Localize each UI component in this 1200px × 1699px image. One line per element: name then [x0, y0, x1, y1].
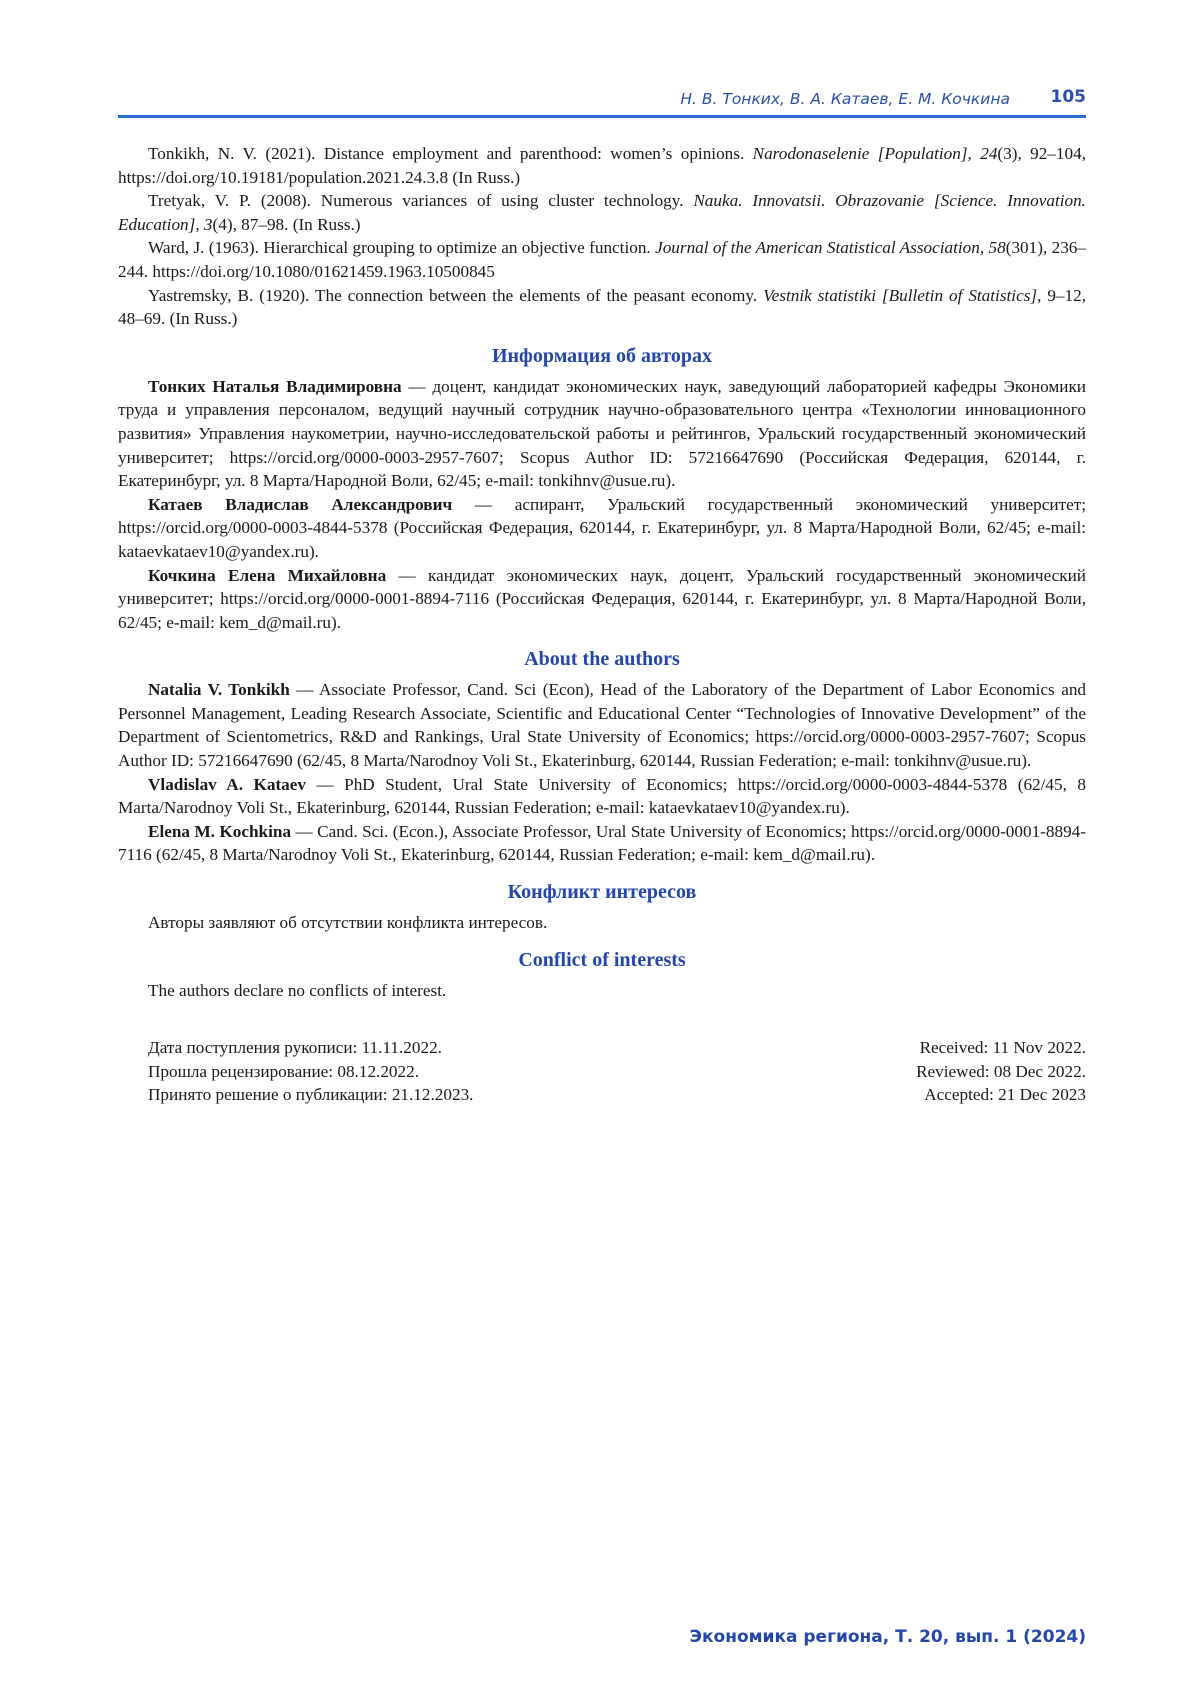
author-info-ru: Катаев Владислав Александрович — аспирант, Уральский государственный экономический университет; https://orcid.org/0000-0003-4844-5378 (Российская Федерация, 620144, г. Екатеринбург, ул. 8 Марта/Народной Воли, 62/45; e-mail: kataevkataev10@yandex.ru). [118, 494, 1086, 561]
conflict-text-en: The authors declare no conflicts of interest. [148, 980, 447, 1000]
dates-en [916, 1036, 1086, 1107]
date-accepted-en: Accepted: 21 Dec 2023 [924, 1085, 1086, 1105]
running-head: Н. В. Тонких, В. А. Катаев, Е. М. Кочкина [680, 90, 1010, 108]
section-heading-ru-authors: Информация об авторах [491, 344, 713, 367]
section-heading-en-authors: About the authors [524, 648, 680, 671]
references-list [118, 142, 1086, 331]
dates-ru [148, 1036, 473, 1107]
page-header [118, 84, 1086, 118]
reference-item: Yastremsky, B. (1920). The connection between the elements of the peasant economy. Vestnik statistiki [Bulletin of Statistics], 9–12, 48–69. (In Russ.) [118, 285, 1087, 329]
conflict-text-ru: Авторы заявляют об отсутствии конфликта интересов. [148, 913, 548, 933]
date-reviewed-en: Reviewed: 08 Dec 2022. [916, 1061, 1086, 1081]
date-received-ru: Дата поступления рукописи: 11.11.2022. [148, 1038, 442, 1058]
section-heading-ru-conflict: Конфликт интересов [507, 881, 697, 904]
section-heading-en-conflict: Conflict of interests [518, 948, 686, 971]
header-rule [118, 115, 1086, 118]
author-info-ru: Кочкина Елена Михайловна — кандидат экономических наук, доцент, Уральский государственный экономический университет; https://orcid.org/0000-0001-8894-7116 (Российская Федерация, 620144, г. Екатеринбург, ул. 8 Марта/Народной Воли, 62/45; e-mail: kem_d@mail.ru). [118, 565, 1086, 632]
reference-item: Tretyak, V. P. (2008). Numerous variances of using cluster technology. Nauka. Innovatsii. Obrazovanie [Science. Innovation. Education], 3(4), 87–98. (In Russ.) [118, 191, 1086, 234]
page-content [118, 142, 1086, 1107]
author-info-ru: Тонких Наталья Владимировна — доцент, кандидат экономических наук, заведующий лабораторией кафедры Экономики труда и управления персоналом, ведущий научный сотрудник научно-образовательного центра «Технологии инновационного развития» Управления наукометрии, научно-исследовательской работы и рейтингов, Уральский государственный экономический университет; https://orcid.org/0000-0003-2957-7607; Scopus Author ID: 57216647690 (Российская Федерация, 620144, г. Екатеринбург, ул. 8 Марта/Народной Воли, 62/45; e-mail: tonkihnv@usue.ru). [118, 376, 1086, 491]
author-info-en: Vladislav A. Kataev — PhD Student, Ural State University of Economics; https://orcid.org/0000-0003-4844-5378 (62/45, 8 Marta/Narodnoy Voli St., Ekaterinburg, 620144, Russian Federation; e-mail: kataevkataev10@yandex.ru). [118, 774, 1086, 818]
author-info-en: Elena M. Kochkina — Cand. Sci. (Econ.), Associate Professor, Ural State University of Economics; https://orcid.org/0000-0001-8894-7116 (62/45, 8 Marta/Narodnoy Voli St., Ekaterinburg, 620144, Russian Federation; e-mail: kem_d@mail.ru). [118, 821, 1086, 865]
reference-item: Tonkikh, N. V. (2021). Distance employment and parenthood: women’s opinions. Narodonaselenie [Population], 24(3), 92–104, https://doi.org/10.19181/population.2021.24.3.8 (In Russ.) [118, 144, 1086, 187]
date-received-en: Received: 11 Nov 2022. [919, 1038, 1086, 1058]
date-reviewed-ru: Прошла рецензирование: 08.12.2022. [148, 1061, 420, 1081]
journal-footer: Экономика региона, Т. 20, вып. 1 (2024) [689, 1627, 1086, 1647]
author-info-en: Natalia V. Tonkikh — Associate Professor, Cand. Sci (Econ), Head of the Laboratory of the Department of Labor Economics and Personnel Management, Leading Research Associate, Scientific and Educational Center “Technologies of Innovative Development” of the Department of Scientometrics, R&D and Rankings, Ural State University of Economics; https://orcid.org/0000-0003-2957-7607; Scopus Author ID: 57216647690 (62/45, 8 Marta/Narodnoy Voli St., Ekaterinburg, 620144, Russian Federation; e-mail: tonkihnv@usue.ru). [118, 680, 1087, 771]
page-number: 105 [1050, 87, 1086, 107]
date-accepted-ru: Принято решение о публикации: 21.12.2023. [148, 1085, 474, 1105]
manuscript-dates [118, 1036, 1086, 1107]
reference-item: Ward, J. (1963). Hierarchical grouping to optimize an objective function. Journal of the American Statistical Association, 58(301), 236–244. https://doi.org/10.1080/01621459.1963.10500845 [118, 238, 1086, 281]
